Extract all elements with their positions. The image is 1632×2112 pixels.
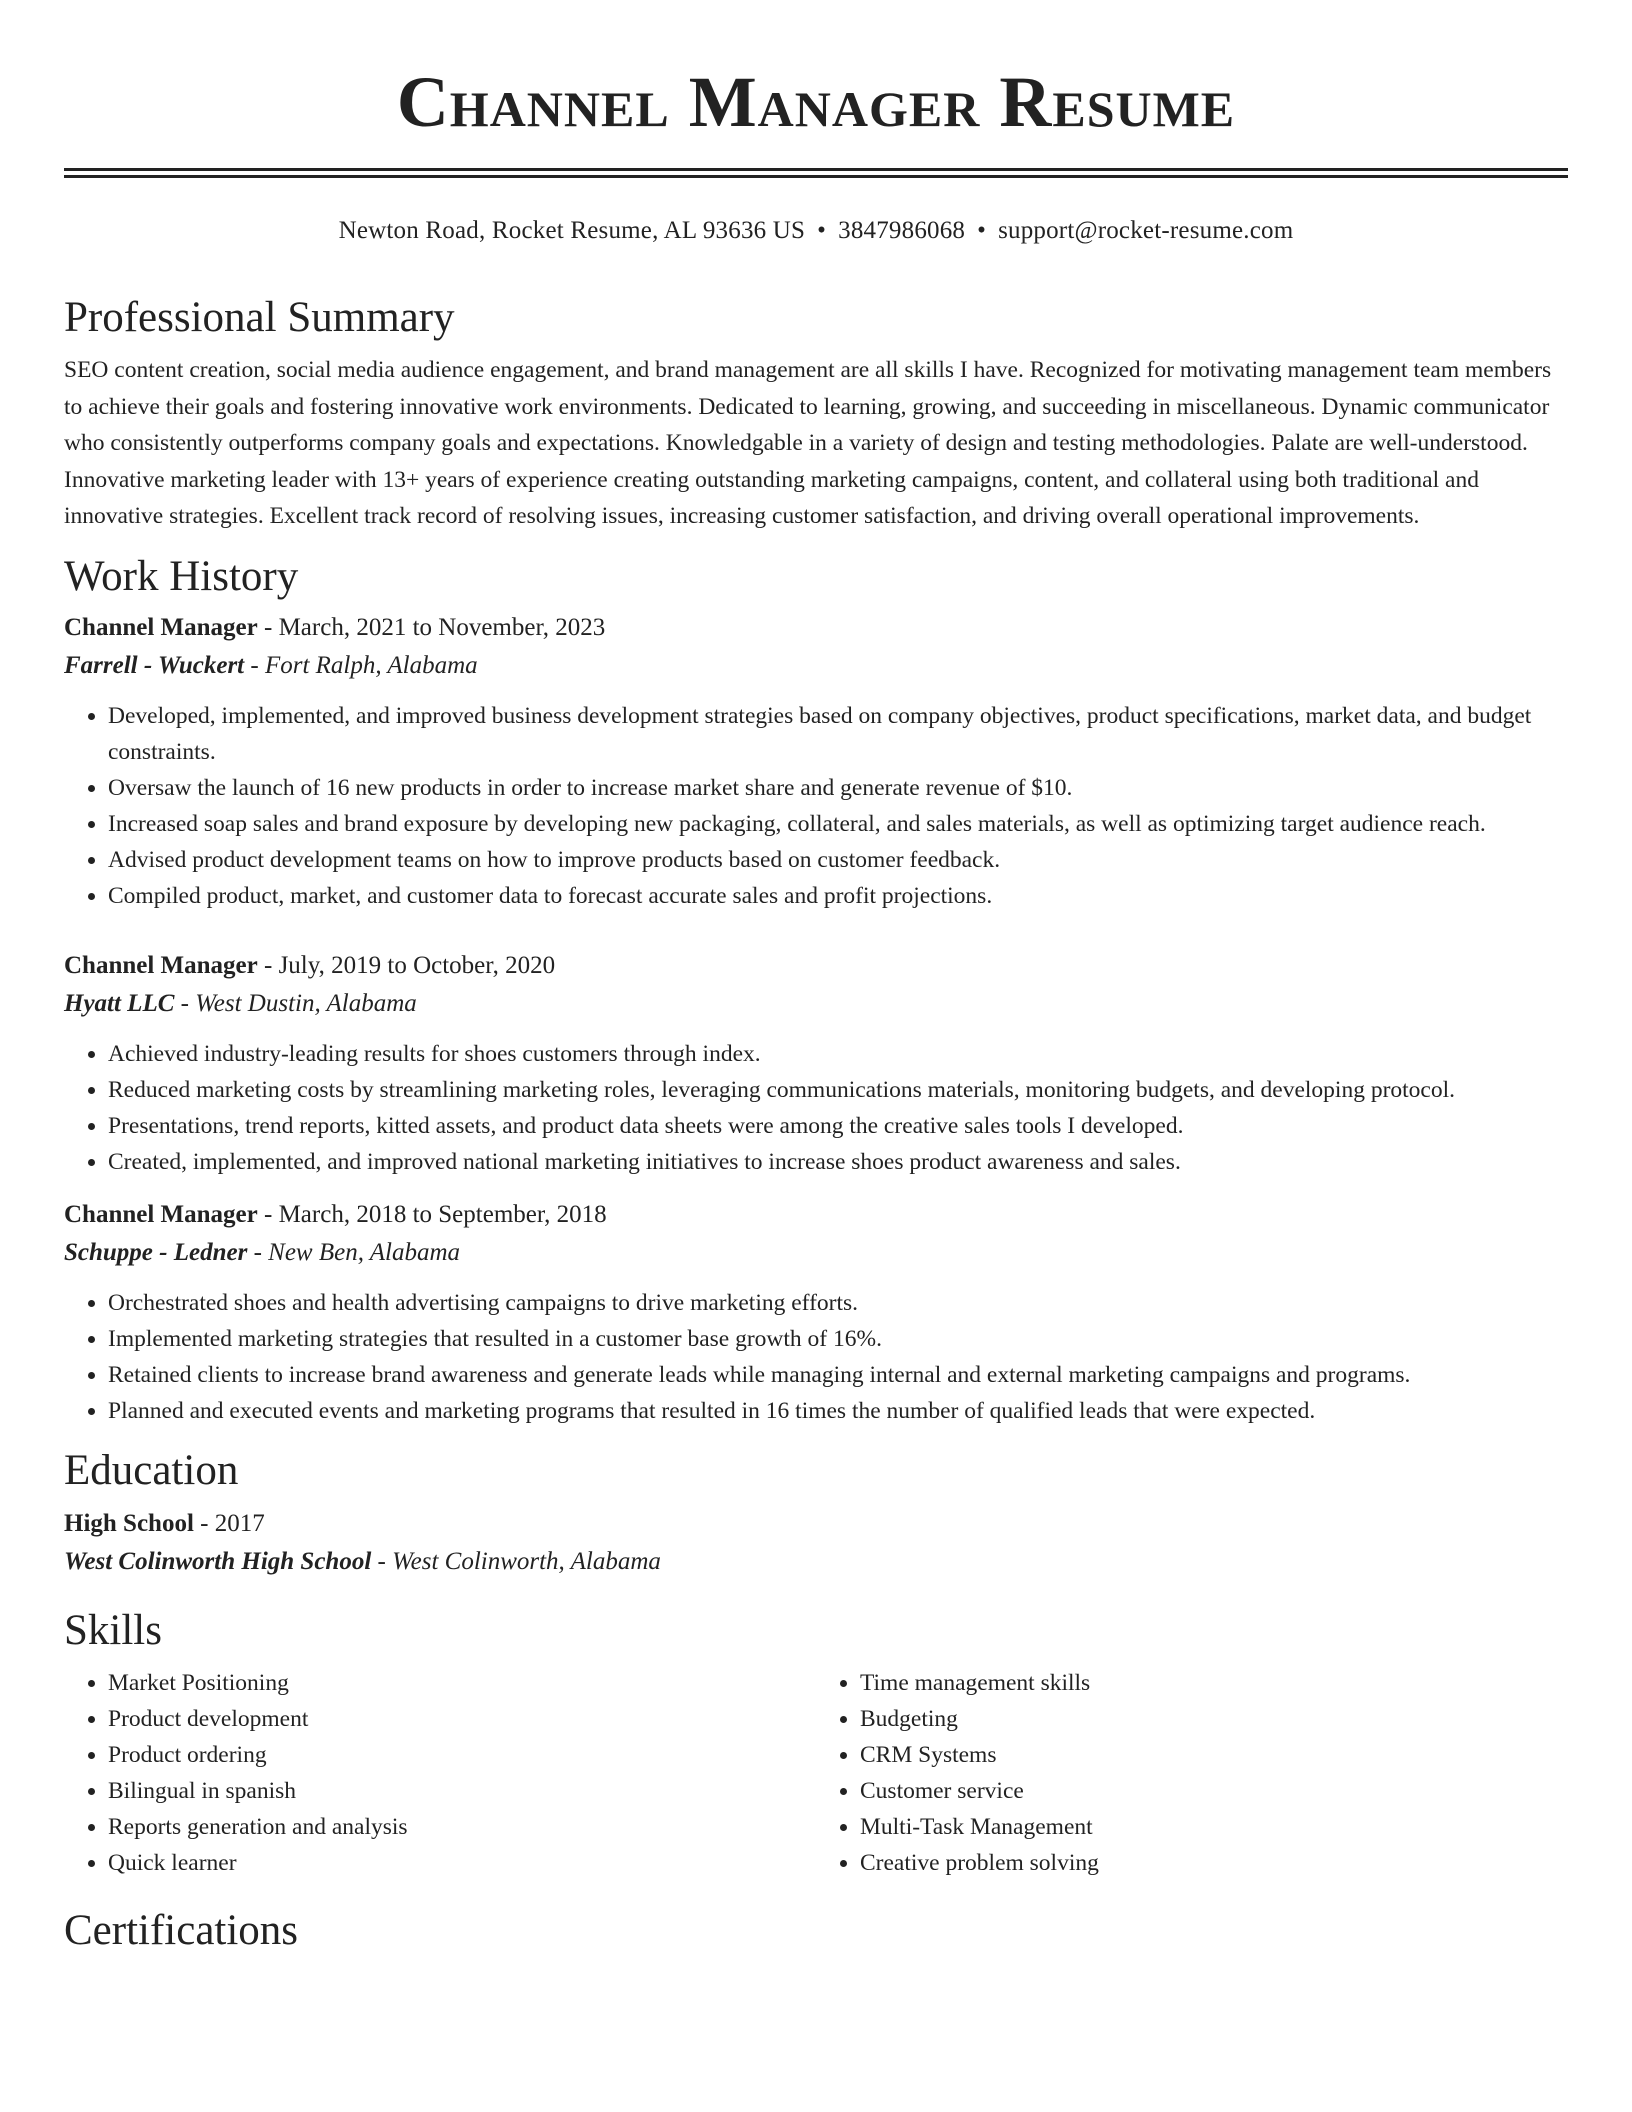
list-item: • Developed, implemented, and improved business development strategies based on company objectives, product specifications, market data, and budget constraints. [108,698,1568,770]
contact-email: support@rocket-resume.com [998,217,1294,244]
job-entry [64,947,1568,1180]
list-item: • Orchestrated shoes and health advertising campaigns to drive marketing efforts. [108,1285,1568,1321]
job-company: Hyatt LLC [64,989,175,1017]
skills-heading: Skills [64,1606,162,1654]
job-bullets [64,1285,1568,1429]
title-divider-top [64,168,1568,171]
list-item: • CRM Systems [860,1737,1568,1773]
job-location: West Dustin, Alabama [195,989,417,1017]
education-degree: High School [64,1509,194,1537]
job-location: Fort Ralph, Alabama [264,651,478,679]
contact-address: Newton Road, Rocket Resume, AL 93636 US [338,217,806,244]
list-item: • Product ordering [108,1737,816,1773]
job-role-line: Channel Manager - March, 2021 to November, 2023 [64,613,606,641]
education-year: 2017 [214,1509,265,1537]
list-item: • Customer service [860,1773,1568,1809]
job-company: Schuppe - Ledner [64,1238,248,1266]
list-item: • Retained clients to increase brand awareness and generate leads while managing internal and external marketing campaigns and programs. [108,1357,1568,1393]
resume-content [64,288,1568,1961]
education-location: West Colinworth, Alabama [392,1547,661,1575]
job-title: Channel Manager [64,613,258,641]
list-item: • Time management skills [860,1665,1568,1701]
certifications-heading: Certifications [64,1906,299,1954]
skills-list-right [816,1665,1568,1881]
summary-heading: Professional Summary [64,294,455,341]
list-item: • Created, implemented, and improved national marketing initiatives to increase shoes product awareness and sales. [108,1144,1568,1180]
contact-separator: • [977,217,987,244]
list-item: • Bilingual in spanish [108,1773,816,1809]
job-bullets [64,698,1568,914]
resume-title: Channel Manager Resume [396,62,1236,142]
list-item: • Reports generation and analysis [108,1809,816,1845]
list-item: • Implemented marketing strategies that resulted in a customer base growth of 16%. [108,1321,1568,1357]
contact-phone: 3847986068 [838,217,966,244]
list-item: • Quick learner [108,1845,816,1881]
job-entry [64,1196,1568,1429]
job-entry [64,609,1568,914]
list-item: • Oversaw the launch of 16 new products in order to increase market share and generate revenue of $10. [108,770,1568,806]
job-company-line: Hyatt LLC - West Dustin, Alabama [64,989,417,1017]
job-title: Channel Manager [64,1200,258,1228]
list-item: • Presentations, trend reports, kitted assets, and product data sheets were among the creative sales tools I developed. [108,1108,1568,1144]
job-location: New Ben, Alabama [268,1238,461,1266]
education-heading: Education [64,1446,239,1494]
education-entry [64,1505,1568,1581]
education-school-line: West Colinworth High School - West Colinworth, Alabama [64,1547,661,1575]
job-company: Farrell - Wuckert [64,651,245,679]
contact-separator: • [817,217,827,244]
list-item: • Creative problem solving [860,1845,1568,1881]
list-item: • Advised product development teams on how to improve products based on customer feedback. [108,842,1568,878]
work-history-heading: Work History [64,552,299,600]
education-school: West Colinworth High School [64,1547,372,1575]
title-divider-bottom [64,175,1568,178]
list-item: • Planned and executed events and marketing programs that resulted in 16 times the number of qualified leads that were expected. [108,1393,1568,1429]
job-role-line: Channel Manager - March, 2018 to September, 2018 [64,1200,607,1228]
list-item: • Product development [108,1701,816,1737]
job-company-line: Farrell - Wuckert - Fort Ralph, Alabama [64,651,478,679]
education-degree-line: High School - 2017 [64,1509,265,1537]
list-item: • Multi-Task Management [860,1809,1568,1845]
skills-list-left [64,1665,816,1881]
job-dates: July, 2019 to October, 2020 [278,951,556,979]
list-item: • Increased soap sales and brand exposure by developing new packaging, collateral, and sales materials, as well as optimizing target audience reach. [108,806,1568,842]
job-dates: March, 2018 to September, 2018 [278,1200,607,1228]
list-item: • Achieved industry-leading results for shoes customers through index. [108,1036,1568,1072]
list-item: • Market Positioning [108,1665,816,1701]
job-bullets [64,1036,1568,1180]
job-company-line: Schuppe - Ledner - New Ben, Alabama [64,1238,461,1266]
job-dates: March, 2021 to November, 2023 [278,613,606,641]
list-item: • Compiled product, market, and customer data to forecast accurate sales and profit projections. [108,878,1568,914]
job-title: Channel Manager [64,951,258,979]
summary-text: SEO content creation, social media audience engagement, and brand management are all skills I have. Recognized for motivating management team members to achieve their goals and fostering innovative work environments. Dedicated to learning, growing, and succeeding in miscellaneous. Dynamic communicator who consistently outperforms company goals and expectations. Knowledgable in a variety of design and testing methodologies. Palate are well-understood. Innovative marketing leader with 13+ years of experience creating outstanding marketing campaigns, content, and collateral using both traditional and innovative strategies. Excellent track record of resolving issues, increasing customer satisfaction, and driving overall operational improvements. [64,357,1552,529]
contact-line [0,213,1632,249]
job-role-line: Channel Manager - July, 2019 to October, 2020 [64,951,556,979]
list-item: • Reduced marketing costs by streamlining marketing roles, leveraging communications materials, monitoring budgets, and developing protocol. [108,1072,1568,1108]
skills-columns [64,1665,1568,1881]
list-item: • Budgeting [860,1701,1568,1737]
